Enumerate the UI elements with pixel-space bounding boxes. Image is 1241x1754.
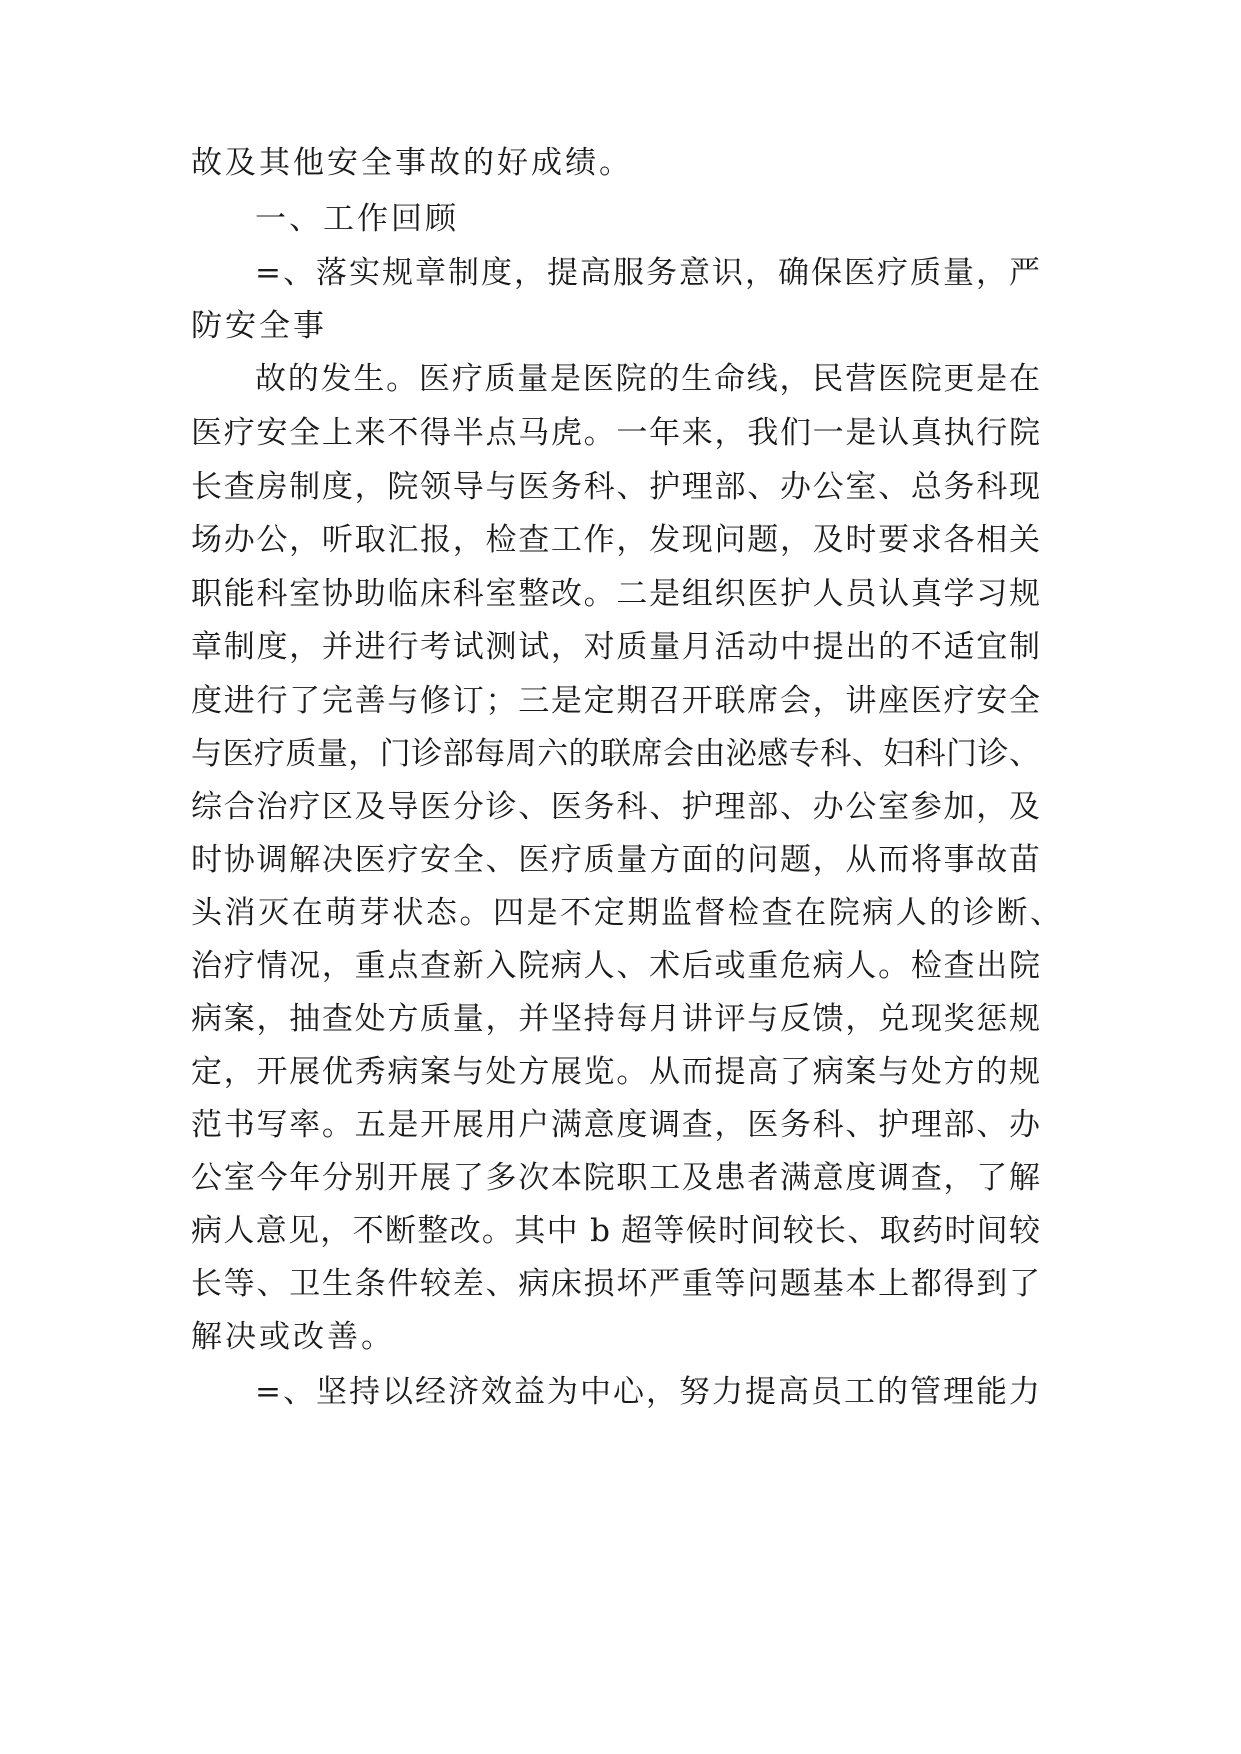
paragraph-line: 长等、卫生条件较差、病床损坏严重等问题基本上都得到了 [191, 1266, 1040, 1302]
paragraph-line: 度进行了完善与修订；三是定期召开联席会，讲座医疗安全 [191, 683, 1040, 719]
paragraph-line: 病人意见，不断整改。其中 b 超等候时间较长、取药时间较 [191, 1213, 1040, 1249]
paragraph-line: 解决或改善。 [191, 1319, 395, 1355]
paragraph-line: 治疗情况，重点查新入院病人、术后或重危病人。检查出院 [191, 948, 1040, 984]
paragraph-line: 范书写率。五是开展用户满意度调查，医务科、护理部、办 [191, 1107, 1040, 1143]
paragraph-line: 与医疗质量，门诊部每周六的联席会由泌感专科、妇科门诊、 [191, 736, 1040, 772]
subsection-heading: =、落实规章制度，提高服务意识，确保医疗质量，严 [255, 255, 1040, 291]
paragraph-line: 场办公，听取汇报，检查工作，发现问题，及时要求各相关 [191, 522, 1040, 558]
paragraph-line: 时协调解决医疗安全、医疗质量方面的问题，从而将事故苗 [191, 842, 1040, 878]
paragraph-line: 职能科室协助临床科室整改。二是组织医护人员认真学习规 [191, 576, 1040, 612]
section-heading: 一、工作回顾 [255, 201, 459, 237]
paragraph-line: 医疗安全上来不得半点马虎。一年来，我们一是认真执行院 [191, 415, 1040, 451]
paragraph-line: 头消灭在萌芽状态。四是不定期监督检查在院病人的诊断、 [191, 895, 1061, 931]
text-line: 故及其他安全事故的好成绩。 [191, 145, 633, 181]
paragraph-line: 长查房制度，院领导与医务科、护理部、办公室、总务科现 [191, 469, 1040, 505]
paragraph-line: 定，开展优秀病案与处方展览。从而提高了病案与处方的规 [191, 1054, 1040, 1090]
paragraph-line: 综合治疗区及导医分诊、医务科、护理部、办公室参加，及 [191, 789, 1040, 825]
paragraph-line: 公室今年分别开展了多次本院职工及患者满意度调查，了解 [191, 1160, 1040, 1196]
paragraph-line: 故的发生。医疗质量是医院的生命线，民营医院更是在 [255, 361, 1040, 397]
subsection-heading: =、坚持以经济效益为中心，努力提高员工的管理能力 [255, 1374, 1040, 1410]
paragraph-line: 病案，抽查处方质量，并坚持每月讲评与反馈，兑现奖惩规 [191, 1001, 1040, 1037]
paragraph-line: 章制度，并进行考试测试，对质量月活动中提出的不适宜制 [191, 629, 1040, 665]
subsection-heading-continued: 防安全事 [191, 308, 327, 344]
